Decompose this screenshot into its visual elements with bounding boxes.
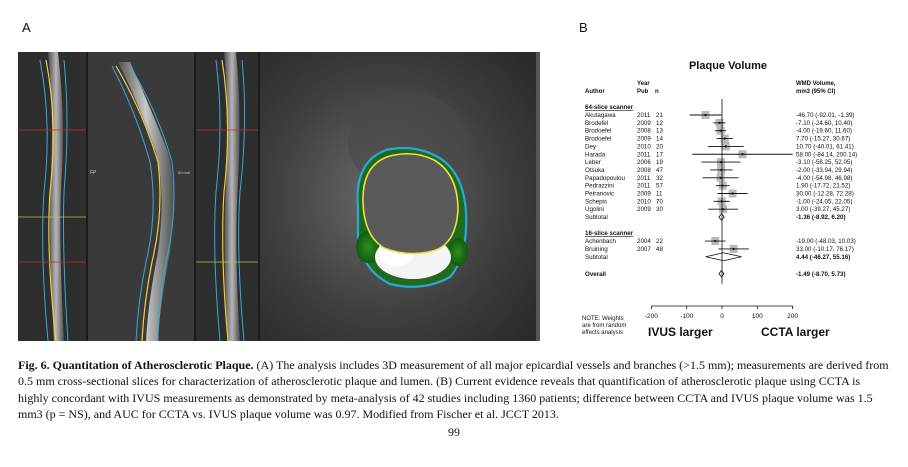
- g1-row-10-author: Petranovic: [585, 190, 615, 198]
- fp-marker: FP: [90, 170, 97, 176]
- g1-row-0-n: 21: [656, 112, 663, 119]
- ct-image-composite: [18, 52, 540, 341]
- g2-row-0-ci: -19.00 (-48.03, 10.03): [796, 238, 856, 246]
- g1-row-7-author: Otsuka: [585, 166, 605, 174]
- x-tick-label-3: 100: [751, 313, 763, 320]
- g1-row-4-point: [725, 145, 727, 147]
- g1-row-7-ci: -2.00 (-33.94, 29.94): [796, 166, 853, 174]
- g1-row-1-author: Brodefel: [585, 119, 609, 127]
- g1-row-7-year: 2008: [637, 166, 651, 174]
- g1-row-11-author: Schepis: [585, 198, 608, 206]
- g1-row-3-ci: 7.70 (-15.27, 30.67): [796, 135, 851, 143]
- x-tick-label-0: -200: [644, 313, 658, 320]
- g1-row-9-marker: [716, 182, 730, 190]
- panel-a-label: A: [22, 20, 31, 35]
- group1-subtotal-ci: -1.36 (-8.92, 6.20): [796, 214, 846, 222]
- g1-row-12-marker: [708, 205, 738, 213]
- forest-plot-svg: [568, 52, 898, 342]
- group1-subtotal-diamond: [719, 214, 724, 220]
- g1-row-4-author: Dey: [585, 143, 597, 151]
- overall-diamond: [719, 271, 724, 277]
- g1-row-1-point: [718, 122, 720, 124]
- g1-row-4-ci: 10.70 (-40.01, 61.41): [796, 143, 854, 151]
- group2-label: 16-slice scanner: [585, 230, 634, 238]
- header-year-line2: Pub: [637, 89, 649, 95]
- long-axis-view-3: [196, 52, 258, 341]
- ct-vessel-images: [18, 52, 540, 341]
- overall-ci: -1.49 (-8.70, 5.73): [796, 270, 846, 278]
- g1-row-1-year: 2009: [637, 119, 651, 127]
- header-wmd-line2: mm3 (95% CI): [796, 89, 836, 95]
- g1-row-10-ci: 30.00 (-12.28, 72.28): [796, 190, 854, 198]
- g1-row-6-year: 2006: [637, 159, 651, 167]
- group1-subtotal-label: Subtotal: [585, 214, 608, 222]
- g1-row-1-marker: [713, 119, 725, 127]
- g1-row-12-ci: 3.00 (-39.27, 45.27): [796, 206, 851, 214]
- panel-b-label: B: [579, 20, 588, 35]
- g1-row-3-marker: [717, 135, 733, 143]
- g2-row-1-n: 48: [656, 245, 663, 253]
- g1-row-1-n: 12: [656, 119, 663, 127]
- label-ccta-larger: CCTA larger: [761, 325, 830, 339]
- page-number: 99: [448, 425, 460, 439]
- g1-row-12-year: 2009: [637, 206, 651, 214]
- g1-row-4-marker: [708, 142, 744, 150]
- g1-row-9-ci: 1.90 (-17.72, 21.52): [796, 182, 851, 190]
- g1-row-5-marker: [692, 150, 792, 158]
- g1-row-8-marker: [703, 174, 739, 182]
- g2-row-1-author: Bruining: [585, 245, 608, 253]
- header-year-line1: Year: [637, 81, 650, 87]
- g1-row-5-author: Harada: [585, 151, 606, 159]
- g1-row-4-n: 20: [656, 143, 663, 151]
- g1-row-9-n: 57: [656, 182, 663, 190]
- g1-row-10-year: 2009: [637, 190, 651, 198]
- g1-row-0-point: [704, 114, 706, 116]
- g1-row-6-marker: [701, 158, 740, 166]
- g1-row-5-point: [741, 153, 743, 155]
- g2-row-0-marker: [705, 237, 725, 245]
- g1-row-0-author: Akutagawa: [585, 112, 616, 119]
- header-wmd-line1: WMD Volume,: [796, 81, 836, 87]
- g2-row-1-marker: [718, 245, 748, 253]
- cross-section-view: [260, 52, 540, 341]
- g1-row-5-n: 17: [656, 151, 663, 159]
- g2-row-1-ci: 33.00 (-10.17, 76.17): [796, 245, 854, 253]
- g1-row-8-n: 32: [656, 174, 663, 182]
- g1-row-0-marker: [690, 111, 722, 119]
- g1-row-10-point: [731, 192, 733, 194]
- g2-row-0-year: 2004: [637, 238, 651, 246]
- g1-row-4-year: 2010: [637, 143, 651, 151]
- g1-row-2-ci: -4.00 (-19.60, 11.60): [796, 127, 852, 135]
- g1-row-5-year: 2011: [637, 151, 651, 159]
- overall-label: Overall: [585, 270, 606, 278]
- caption-body: (A) The analysis includes 3D measurement of all major epicardial vessels and branches (>1.5 mm); measurements are derived from 0.5 mm cross-sectional slices for characterization of atherosclerotic plaque and lumen. (B) Current evidence reveals that quantification of atherosclerotic plaque using CCTA is highly concordant with IVUS measurements as demonstrated by meta-analysis of 42 studies including 1360 patients; difference between CCTA and IVUS plaque volume was 1.5 mm3 (p = NS), and AUC for CCTA vs. IVUS plaque volume was 0.97. Modified from Fischer et al. JCCT 2013.: [18, 358, 889, 422]
- g1-row-0-ci: -46.70 (-92.01, -1.39): [796, 112, 855, 119]
- note-line2: are from random: [582, 323, 627, 329]
- group2-subtotal-diamond: [706, 253, 742, 261]
- g1-row-9-author: Pedrazzini: [585, 182, 614, 190]
- g1-row-3-year: 2009: [637, 135, 651, 143]
- g1-row-11-year: 2010: [637, 198, 651, 206]
- g1-row-3-n: 14: [656, 135, 663, 143]
- g1-row-8-ci: -4.00 (-54.98, 46.98): [796, 174, 853, 182]
- scale-marker: 50 mm: [178, 170, 191, 175]
- long-axis-view-2: [88, 52, 194, 341]
- g2-row-0-point: [714, 240, 716, 242]
- figure-caption: [18, 357, 892, 423]
- g1-row-3-point: [724, 137, 726, 139]
- g1-row-2-point: [719, 130, 721, 132]
- g1-row-11-n: 70: [656, 198, 663, 206]
- g1-row-10-n: 11: [656, 190, 663, 198]
- g1-row-8-author: Papadopoulou: [585, 174, 625, 182]
- g1-row-1-ci: -7.10 (-24.60, 10.40): [796, 119, 853, 127]
- forest-plot: [568, 52, 898, 342]
- g1-row-0-year: 2011: [637, 112, 651, 119]
- chart-title: Plaque Volume: [688, 60, 768, 72]
- g1-row-12-author: Ugolini: [585, 206, 604, 214]
- g1-row-11-ci: -1.00 (-24.05, 22.05): [796, 198, 853, 206]
- group2-subtotal-label: Subtotal: [585, 253, 608, 261]
- group1-label: 64-slice scanner: [585, 104, 634, 111]
- g1-row-6-ci: -3.10 (-58.25, 52.05): [796, 159, 853, 167]
- g1-row-5-ci: 58.00 (-84.14, 200.14): [796, 151, 858, 159]
- g1-row-2-n: 13: [656, 127, 663, 135]
- g1-row-7-n: 47: [656, 166, 663, 174]
- g1-row-2-year: 2008: [637, 127, 651, 135]
- note-line3: effects analysis: [582, 330, 623, 336]
- long-axis-view-1: [18, 52, 86, 341]
- x-tick-label-4: 200: [787, 313, 799, 320]
- g1-row-3-author: Brodoefel: [585, 135, 612, 143]
- header-author: Author: [585, 89, 605, 95]
- g2-row-0-author: Achenbach: [585, 238, 616, 246]
- caption-lead: Fig. 6. Quantitation of Atherosclerotic Plaque.: [18, 358, 254, 372]
- g1-row-6-n: 19: [656, 159, 663, 167]
- g1-row-2-marker: [715, 127, 726, 135]
- g1-row-8-point: [719, 177, 721, 179]
- g2-row-0-n: 22: [656, 238, 663, 246]
- g2-row-1-point: [733, 248, 735, 250]
- note-line1: NOTE: Weights: [582, 316, 624, 322]
- label-ivus-larger: IVUS larger: [648, 325, 713, 339]
- g1-row-2-author: Brodoefel: [585, 127, 612, 135]
- x-tick-label-1: -100: [680, 313, 694, 320]
- group2-subtotal-ci: 4.44 (-46.27, 55.16): [796, 253, 851, 261]
- g1-row-8-year: 2011: [637, 174, 651, 182]
- header-n: n: [655, 89, 659, 95]
- g1-row-6-author: Leber: [585, 159, 601, 167]
- g1-row-9-year: 2011: [637, 182, 651, 190]
- g1-row-7-marker: [710, 166, 733, 174]
- column-headers: [585, 81, 836, 95]
- x-tick-label-2: 0: [720, 313, 724, 320]
- g2-row-1-year: 2007: [637, 245, 651, 253]
- g1-row-12-n: 30: [656, 206, 663, 214]
